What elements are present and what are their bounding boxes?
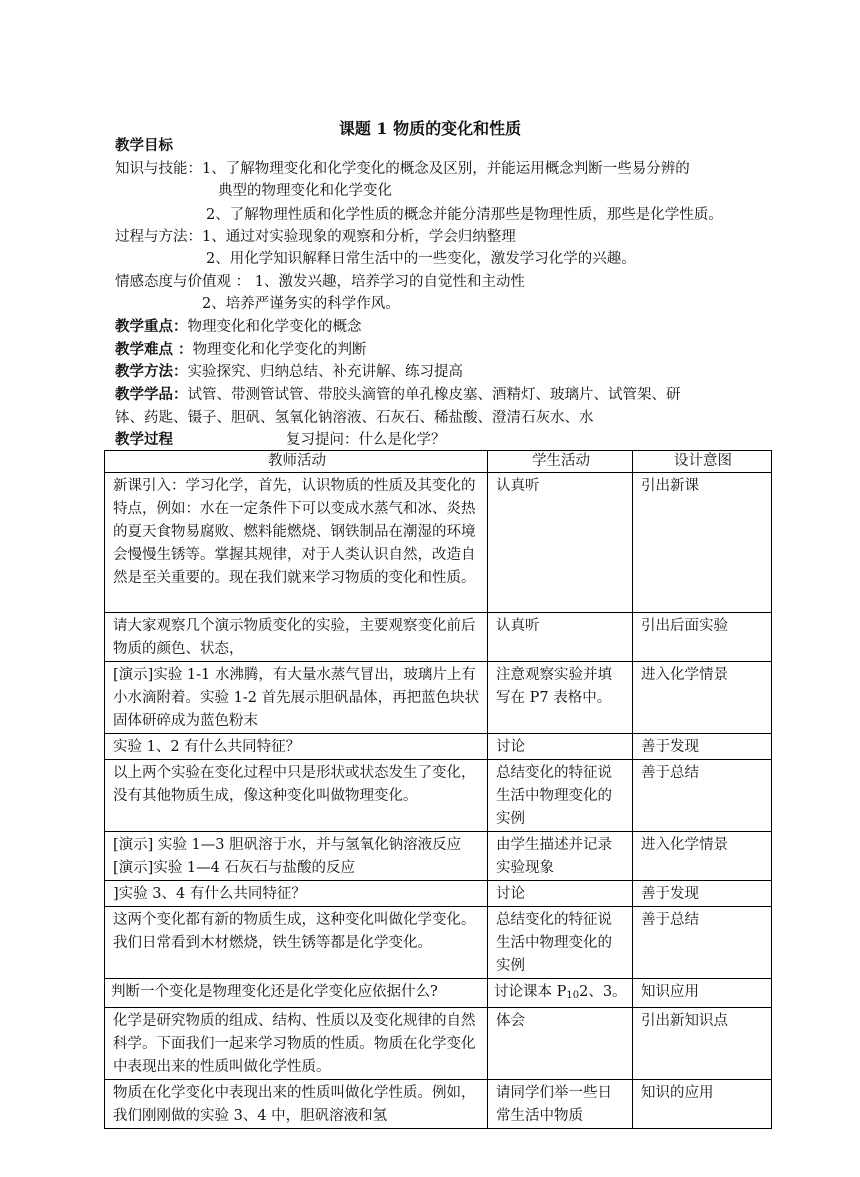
intent-cell: 知识的应用 — [633, 1080, 772, 1129]
header-teacher: 教师活动 — [105, 451, 488, 473]
supplies-text-1: 试管、带测管试管、带胶头滴管的单孔橡皮塞、酒精灯、玻璃片、试管架、研 — [187, 387, 681, 403]
key-point-text: 物理变化和化学变化的概念 — [187, 319, 362, 335]
student-cell: 认真听 — [488, 613, 633, 662]
emotion-line-2: 2、培养严谨务实的科学作风。 — [202, 296, 400, 312]
student-cell: 请同学们举一些日常生活中物质 — [488, 1080, 633, 1129]
lesson-table — [104, 450, 772, 1129]
supplies-line-2: 钵、药匙、镊子、胆矾、氢氧化钠溶液、石灰石、稀盐酸、澄清石灰水、水 — [115, 410, 594, 426]
process-line-2: 2、用化学知识解释日常生活中的一些变化，激发学习化学的兴趣。 — [206, 251, 636, 267]
header-student: 学生活动 — [488, 451, 633, 473]
intent-cell: 引出新知识点 — [633, 1008, 772, 1080]
method-label: 教学方法： — [115, 363, 188, 380]
table-row — [105, 1080, 772, 1129]
table-row — [105, 907, 772, 979]
teacher-cell: 化学是研究物质的组成、结构、性质以及变化规律的自然科学。下面我们一起来学习物质的性质。物质在化学变化中表现出来的性质叫做化学性质。 — [105, 1008, 488, 1080]
student-cell — [488, 979, 633, 1008]
teacher-cell: [演示]实验 1-1 水沸腾，有大量水蒸气冒出，玻璃片上有小水滴附着。实验 1-2 首先展示胆矾晶体，再把蓝色块状固体研碎成为蓝色粉末 — [105, 662, 488, 734]
supplies-label: 教学学品： — [115, 386, 188, 403]
process-line-1: 过程与方法：1、通过对实验现象的观察和分析，学会归纳整理 — [115, 229, 516, 245]
teacher-cell: 这两个变化都有新的物质生成，这种变化叫做化学变化。我们日常看到木材燃烧，铁生锈等都是化学变化。 — [105, 907, 488, 979]
emotion-line-1: 情感态度与价值观 ： 1、激发兴趣，培养学习的自觉性和主动性 — [115, 274, 525, 290]
knowledge-line-2: 典型的物理变化和化学变化 — [218, 183, 392, 199]
header-intent: 设计意图 — [633, 451, 772, 473]
intent-cell: 善于总结 — [633, 760, 772, 832]
page-title: 课题 1 物质的变化和性质 — [338, 119, 522, 138]
knowledge-line-1: 知识与技能：1、了解物理变化和化学变化的概念及区别，并能运用概念判断一些易分辨的 — [115, 161, 690, 177]
intent-cell: 引出新课 — [633, 473, 772, 613]
teacher-cell: 实验 1、2 有什么共同特征？ — [105, 734, 488, 760]
objectives-heading: 教学目标 — [115, 137, 173, 154]
student-cell-text-end: 2、3。 — [579, 984, 627, 1000]
knowledge-line-3: 2、了解物理性质和化学性质的概念并能分清那些是物理性质，那些是化学性质。 — [206, 207, 723, 223]
teacher-cell: ]实验 3、4 有什么共同特征？ — [105, 881, 488, 907]
table-row — [105, 734, 772, 760]
teacher-cell: 判断一个变化是物理变化还是化学变化应依据什么? — [105, 979, 488, 1008]
intent-cell: 善于发现 — [633, 734, 772, 760]
student-cell: 由学生描述并记录实验现象 — [488, 832, 633, 881]
table-row — [105, 613, 772, 662]
teaching-method — [115, 362, 463, 382]
student-cell: 注意观察实验并填写在 P7 表格中。 — [488, 662, 633, 734]
student-cell: 总结变化的特征说生活中物理变化的实例 — [488, 907, 633, 979]
difficulty-text: 物理变化和化学变化的判断 — [192, 342, 367, 358]
intent-cell: 引出后面实验 — [633, 613, 772, 662]
table-row — [105, 662, 772, 734]
table-row — [105, 1008, 772, 1080]
intent-cell: 进入化学情景 — [633, 832, 772, 881]
difficulty-point — [115, 340, 367, 360]
intent-cell: 善于总结 — [633, 907, 772, 979]
teacher-cell: 新课引入：学习化学，首先，认识物质的性质及其变化的特点，例如：水在一定条件下可以变成水蒸气和冰、炎热的夏天食物易腐败、燃料能燃烧、钢铁制品在潮湿的环境会慢慢生锈等。掌握其规律，对于人类认识自然，改造自然是至关重要的。现在我们就来学习物质的变化和性质。 — [105, 473, 488, 613]
intent-cell: 善于发现 — [633, 881, 772, 907]
process-heading: 教学过程 — [115, 431, 173, 448]
key-point — [115, 317, 362, 337]
student-cell: 体会 — [488, 1008, 633, 1080]
teacher-cell: [演示] 实验 1—3 胆矾溶于水，并与氢氧化钠溶液反应 [演示]实验 1—4 石灰石与盐酸的反应 — [105, 832, 488, 881]
teacher-cell: 以上两个实验在变化过程中只是形状或状态发生了变化，没有其他物质生成，像这种变化叫做物理变化。 — [105, 760, 488, 832]
table-row — [105, 979, 772, 1008]
table-row — [105, 760, 772, 832]
table-row — [105, 881, 772, 907]
table-row — [105, 473, 772, 613]
table-header-row — [105, 451, 772, 473]
supplies-line-1 — [115, 385, 681, 405]
table-row — [105, 832, 772, 881]
page-subscript: 10 — [566, 990, 580, 1001]
key-point-label: 教学重点： — [115, 318, 188, 335]
student-cell: 讨论 — [488, 734, 633, 760]
method-text: 实验探究、归纳总结、补充讲解、练习提高 — [187, 364, 463, 380]
intent-cell: 进入化学情景 — [633, 662, 772, 734]
student-cell: 总结变化的特征说生活中物理变化的实例 — [488, 760, 633, 832]
student-cell: 讨论 — [488, 881, 633, 907]
student-cell: 认真听 — [488, 473, 633, 613]
teacher-cell: 请大家观察几个演示物质变化的实验，主要观察变化前后物质的颜色、状态， — [105, 613, 488, 662]
intent-cell: 知识应用 — [633, 979, 772, 1008]
review-question: 复习提问：什么是化学？ — [286, 432, 446, 448]
teacher-cell: 物质在化学变化中表现出来的性质叫做化学性质。例如，我们刚刚做的实验 3、4 中，胆矾溶液和氢 — [105, 1080, 488, 1129]
student-cell-text: 讨论课本 P — [494, 984, 567, 1000]
difficulty-label: 教学难点 ： — [115, 341, 193, 358]
